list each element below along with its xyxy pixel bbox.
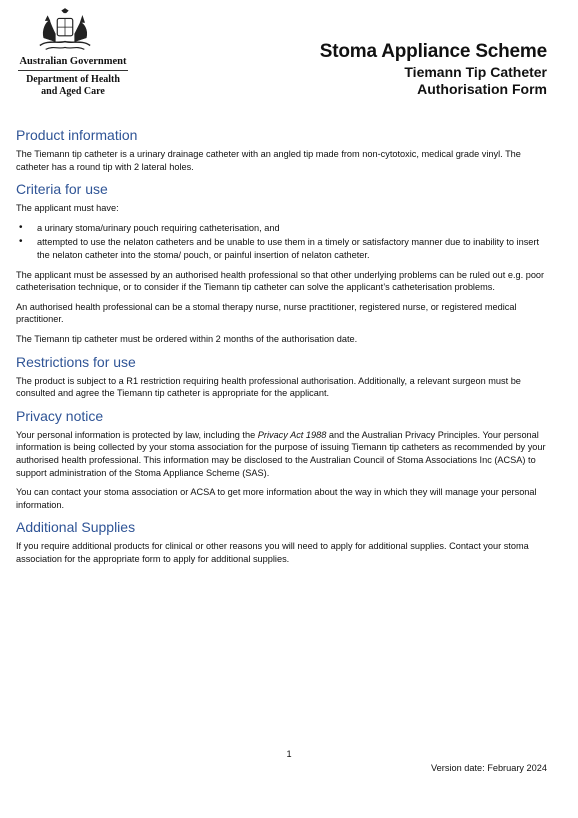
section-product-information bbox=[16, 126, 546, 173]
document-title-block bbox=[320, 40, 547, 98]
paragraph-text: Your personal information is protected by law, including the bbox=[16, 429, 258, 440]
section-heading: Restrictions for use bbox=[16, 353, 136, 370]
document-body bbox=[16, 126, 546, 572]
section-heading: Product information bbox=[16, 127, 138, 143]
paragraph: The Tiemann tip catheter is a urinary drainage catheter with an angled tip made from non-cytotoxic, medical grade vinyl. The catheter has a round tip with 2 lateral holes. bbox=[16, 149, 521, 172]
document-subtitle-1: Tiemann Tip Catheter bbox=[404, 64, 547, 80]
document-subtitle-2: Authorisation Form bbox=[417, 81, 547, 97]
department-line-1: Department of Health bbox=[26, 74, 120, 85]
list-item: • a urinary stoma/urinary pouch requiring catheterisation, and bbox=[16, 222, 546, 235]
section-criteria-for-use bbox=[16, 180, 546, 345]
section-privacy-notice bbox=[16, 407, 546, 512]
list-item: • attempted to use the nelaton catheters and be unable to use them in a timely or satisfactory manner due to inability to insert the nelaton catheter into the stoma/ pouch, or painful insertion of nelaton catheter. bbox=[16, 236, 546, 261]
section-restrictions-for-use bbox=[16, 353, 546, 400]
section-heading: Additional Supplies bbox=[16, 519, 136, 536]
section-additional-supplies bbox=[16, 518, 546, 565]
document-title: Stoma Appliance Scheme bbox=[319, 41, 547, 62]
version-date: Version date: February 2024 bbox=[431, 763, 547, 773]
section-heading: Criteria for use bbox=[16, 181, 108, 198]
privacy-act-title: Privacy Act 1988 bbox=[257, 429, 327, 440]
department-line-2: and Aged Care bbox=[41, 86, 105, 97]
paragraph-text: and the Australian Privacy Principles. Your personal information is being collected by your stoma association for the purpose of issuing Tiemann tip catheters as recommended by your authorised health professional. This information may be disclosed to the Australian Council of Stoma Associations Inc (ACSA) to support administration of the Stoma Appliance Scheme (SAS). bbox=[16, 429, 546, 478]
paragraph: The Tiemann tip catheter must be ordered within 2 months of the authorisation date. bbox=[16, 333, 358, 344]
logo-divider bbox=[18, 70, 128, 71]
paragraph: If you require additional products for clinical or other reasons you will need to apply for additional supplies. Contact your stoma association for the appropriate form to apply for additional supplies. bbox=[16, 541, 529, 564]
section-heading: Privacy notice bbox=[16, 407, 104, 424]
paragraph: The product is subject to a R1 restriction requiring health professional authorisation. Additionally, a relevant surgeon must be consulted and agree the Tiemann tip catheter is appropriate for the applicant. bbox=[16, 375, 521, 399]
coat-of-arms-icon bbox=[36, 8, 94, 54]
department-name bbox=[14, 74, 132, 98]
paragraph bbox=[16, 429, 546, 479]
paragraph: The applicant must have: bbox=[16, 203, 119, 214]
paragraph: An authorised health professional can be a stomal therapy nurse, nurse practitioner, registered nurse, or registered medical practitioner. bbox=[16, 301, 517, 325]
criteria-list bbox=[16, 222, 546, 262]
page-number: 1 bbox=[286, 749, 292, 759]
government-name: Australian Government bbox=[19, 56, 127, 67]
paragraph: You can contact your stoma association or ACSA to get more information about the way in which they will manage your personal information. bbox=[16, 487, 537, 510]
paragraph: The applicant must be assessed by an authorised health professional so that other underlying problems can be ruled out e.g. poor catheterisation technique, or to consider if the Tiemann tip catheter can solve the applicant’s catheterisation problems. bbox=[16, 269, 545, 293]
